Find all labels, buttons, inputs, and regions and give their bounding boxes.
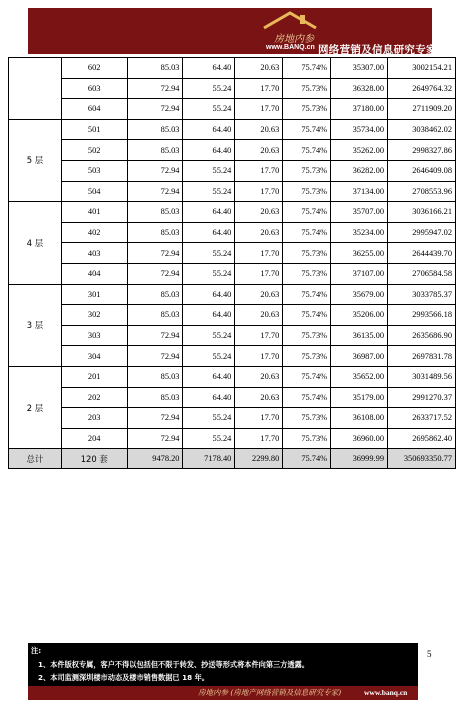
table-cell: 17.70	[235, 263, 283, 284]
table-cell: 72.94	[127, 325, 183, 346]
table-cell: 35734.00	[331, 119, 388, 140]
table-cell: 55.24	[183, 243, 235, 264]
table-cell: 85.03	[127, 284, 183, 305]
room-number-cell: 503	[61, 160, 127, 181]
table-cell: 35652.00	[331, 366, 388, 387]
table-row	[9, 243, 456, 264]
table-cell: 75.74%	[283, 366, 331, 387]
table-cell: 72.94	[127, 78, 183, 99]
page-number: 5	[427, 649, 432, 659]
table-cell: 55.24	[183, 181, 235, 202]
header-banner	[28, 8, 437, 56]
table-cell: 85.03	[127, 140, 183, 161]
room-number-cell: 403	[61, 243, 127, 264]
table-cell: 17.70	[235, 428, 283, 449]
table-row	[9, 408, 456, 429]
table-row	[9, 346, 456, 367]
room-number-cell: 404	[61, 263, 127, 284]
total-cell: 75.74%	[283, 449, 331, 469]
table-cell: 72.94	[127, 243, 183, 264]
table-cell: 64.40	[183, 202, 235, 223]
table-cell: 20.63	[235, 284, 283, 305]
table-cell: 36255.00	[331, 243, 388, 264]
table-cell: 72.94	[127, 160, 183, 181]
table-cell: 75.73%	[283, 325, 331, 346]
table-cell: 20.63	[235, 305, 283, 326]
table-cell: 3038462.02	[388, 119, 456, 140]
room-number-cell: 501	[61, 119, 127, 140]
table-cell: 17.70	[235, 181, 283, 202]
table-row	[9, 99, 456, 120]
room-number-cell: 204	[61, 428, 127, 449]
table-cell: 20.63	[235, 222, 283, 243]
table-cell: 55.24	[183, 99, 235, 120]
room-number-cell: 301	[61, 284, 127, 305]
table-cell: 2998327.86	[388, 140, 456, 161]
table-cell: 17.70	[235, 325, 283, 346]
table-cell: 75.73%	[283, 408, 331, 429]
table-cell: 75.74%	[283, 387, 331, 408]
floor-cell: 2 层	[9, 366, 62, 448]
table-cell: 72.94	[127, 99, 183, 120]
table-cell: 75.74%	[283, 202, 331, 223]
table-cell: 2711909.20	[388, 99, 456, 120]
table-row	[9, 284, 456, 305]
table-cell: 37107.00	[331, 263, 388, 284]
table-cell: 75.74%	[283, 140, 331, 161]
room-number-cell: 604	[61, 99, 127, 120]
table-cell: 55.24	[183, 428, 235, 449]
table-cell: 20.63	[235, 202, 283, 223]
table-cell: 35262.00	[331, 140, 388, 161]
floor-cell: 5 层	[9, 119, 62, 201]
table-cell: 85.03	[127, 202, 183, 223]
table-cell: 64.40	[183, 222, 235, 243]
table-cell: 55.24	[183, 160, 235, 181]
table-cell: 3002154.21	[388, 58, 456, 79]
table-cell: 75.74%	[283, 284, 331, 305]
room-number-cell: 504	[61, 181, 127, 202]
table-cell: 72.94	[127, 346, 183, 367]
table-cell: 72.94	[127, 181, 183, 202]
table-cell: 35307.00	[331, 58, 388, 79]
total-cell: 36999.99	[331, 449, 388, 469]
table-cell: 20.63	[235, 119, 283, 140]
floor-cell: 4 层	[9, 202, 62, 284]
room-number-cell: 502	[61, 140, 127, 161]
notes-box	[28, 643, 418, 686]
table-cell: 72.94	[127, 263, 183, 284]
table-cell: 85.03	[127, 387, 183, 408]
table-cell: 20.63	[235, 140, 283, 161]
table-cell: 36282.00	[331, 160, 388, 181]
table-cell: 3036166.21	[388, 202, 456, 223]
table-cell: 75.74%	[283, 222, 331, 243]
table-cell: 2633717.52	[388, 408, 456, 429]
table-cell: 35234.00	[331, 222, 388, 243]
note-item: 2、本司监测深圳楼市动态及楼市销售数据已 18 年。	[38, 673, 209, 682]
table-cell: 64.40	[183, 387, 235, 408]
table-cell: 85.03	[127, 305, 183, 326]
total-cell: 2299.80	[235, 449, 283, 469]
room-number-cell: 202	[61, 387, 127, 408]
table-cell: 55.24	[183, 408, 235, 429]
footer-banner	[28, 686, 418, 700]
table-row	[9, 428, 456, 449]
table-cell: 36108.00	[331, 408, 388, 429]
table-cell: 64.40	[183, 58, 235, 79]
table-cell: 17.70	[235, 243, 283, 264]
table-cell: 17.70	[235, 408, 283, 429]
room-number-cell: 402	[61, 222, 127, 243]
table-cell: 64.40	[183, 305, 235, 326]
table-cell: 55.24	[183, 263, 235, 284]
table-cell: 75.73%	[283, 78, 331, 99]
table-cell: 2993566.18	[388, 305, 456, 326]
total-cell: 7178.40	[183, 449, 235, 469]
table-cell: 37134.00	[331, 181, 388, 202]
total-cell: 9478.20	[127, 449, 183, 469]
total-cell: 120 套	[61, 449, 127, 469]
table-cell: 3031489.56	[388, 366, 456, 387]
table-row	[9, 387, 456, 408]
table-row	[9, 78, 456, 99]
table-cell: 35707.00	[331, 202, 388, 223]
total-label: 总计	[9, 449, 62, 469]
footer-url: www.banq.cn	[364, 688, 408, 697]
table-row	[9, 202, 456, 223]
table-cell: 17.70	[235, 160, 283, 181]
table-cell: 75.73%	[283, 263, 331, 284]
floor-cell	[9, 58, 62, 120]
table-cell: 2635686.90	[388, 325, 456, 346]
table-cell: 75.73%	[283, 99, 331, 120]
brand-slogan: 网络营销及信息研究专家	[318, 44, 437, 56]
table-cell: 75.73%	[283, 428, 331, 449]
table-cell: 2695862.40	[388, 428, 456, 449]
table-cell: 20.63	[235, 366, 283, 387]
table-cell: 2991270.37	[388, 387, 456, 408]
room-number-cell: 201	[61, 366, 127, 387]
table-cell: 75.73%	[283, 160, 331, 181]
table-row	[9, 160, 456, 181]
brand-name: 房地内参	[274, 34, 314, 45]
table-cell: 55.24	[183, 78, 235, 99]
table-row	[9, 325, 456, 346]
unit-price-table	[8, 57, 456, 469]
room-number-cell: 304	[61, 346, 127, 367]
table-cell: 75.73%	[283, 243, 331, 264]
table-cell: 75.74%	[283, 119, 331, 140]
table-cell: 2708553.96	[388, 181, 456, 202]
table-cell: 64.40	[183, 119, 235, 140]
table-cell: 2644439.70	[388, 243, 456, 264]
table-cell: 55.24	[183, 346, 235, 367]
table-row	[9, 181, 456, 202]
table-cell: 85.03	[127, 119, 183, 140]
table-cell: 36328.00	[331, 78, 388, 99]
table-row	[9, 263, 456, 284]
table-cell: 85.03	[127, 58, 183, 79]
table-cell: 85.03	[127, 366, 183, 387]
table-cell: 20.63	[235, 58, 283, 79]
table-cell: 3033785.37	[388, 284, 456, 305]
table-row	[9, 140, 456, 161]
table-cell: 75.73%	[283, 181, 331, 202]
table-cell: 85.03	[127, 222, 183, 243]
table-cell: 64.40	[183, 366, 235, 387]
table-cell: 36987.00	[331, 346, 388, 367]
table-cell: 64.40	[183, 284, 235, 305]
table-row	[9, 119, 456, 140]
room-number-cell: 602	[61, 58, 127, 79]
table-cell: 64.40	[183, 140, 235, 161]
table-cell: 17.70	[235, 346, 283, 367]
table-cell: 35179.00	[331, 387, 388, 408]
table-cell: 35206.00	[331, 305, 388, 326]
table-cell: 2995947.02	[388, 222, 456, 243]
room-number-cell: 603	[61, 78, 127, 99]
table-row	[9, 366, 456, 387]
note-item: 1、本件版权专属，客户不得以包括但不限于转发、抄送等形式将本件向第三方透露。	[38, 660, 309, 669]
table-cell: 2706584.58	[388, 263, 456, 284]
table-cell: 2697831.78	[388, 346, 456, 367]
room-number-cell: 203	[61, 408, 127, 429]
room-number-cell: 401	[61, 202, 127, 223]
table-row	[9, 305, 456, 326]
table-row	[9, 58, 456, 79]
table-cell: 36960.00	[331, 428, 388, 449]
table-cell: 20.63	[235, 387, 283, 408]
room-number-cell: 302	[61, 305, 127, 326]
total-row	[9, 449, 456, 469]
table-cell: 55.24	[183, 325, 235, 346]
table-cell: 2646409.08	[388, 160, 456, 181]
table-cell: 17.70	[235, 99, 283, 120]
table-cell: 72.94	[127, 428, 183, 449]
total-cell: 350693350.77	[388, 449, 456, 469]
notes-heading: 注:	[31, 646, 42, 655]
table-cell: 75.74%	[283, 305, 331, 326]
table-cell: 35679.00	[331, 284, 388, 305]
table-cell: 17.70	[235, 78, 283, 99]
table-row	[9, 222, 456, 243]
footer-brand: 房地内参 (房地产网络营销及信息研究专家)	[198, 688, 342, 697]
table-cell: 75.74%	[283, 58, 331, 79]
table-cell: 75.73%	[283, 346, 331, 367]
table-cell: 72.94	[127, 408, 183, 429]
floor-cell: 3 层	[9, 284, 62, 366]
table-cell: 37180.00	[331, 99, 388, 120]
table-cell: 36135.00	[331, 325, 388, 346]
brand-url: www.BANQ.cn	[266, 44, 315, 51]
room-number-cell: 303	[61, 325, 127, 346]
table-cell: 2649764.32	[388, 78, 456, 99]
